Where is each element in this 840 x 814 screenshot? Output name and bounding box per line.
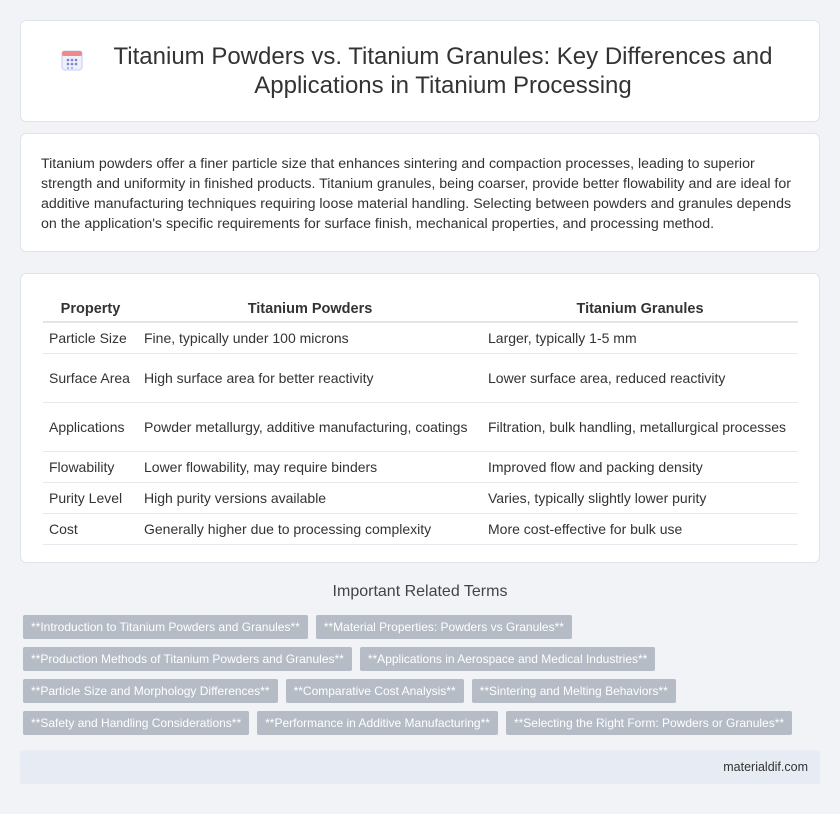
related-term-link[interactable]: **Material Properties: Powders vs Granules** <box>316 615 572 639</box>
comparison-card <box>20 273 820 563</box>
cell-property: Flowability <box>43 452 138 483</box>
cell-property: Applications <box>43 403 138 452</box>
table-row <box>43 514 798 545</box>
calendar-icon <box>60 48 84 72</box>
tag-row <box>23 679 823 703</box>
table-row <box>43 403 798 452</box>
cell-granules: Varies, typically slightly lower purity <box>482 483 798 514</box>
related-terms-heading: Important Related Terms <box>332 583 508 600</box>
cell-property: Surface Area <box>43 354 138 403</box>
cell-granules: Larger, typically 1-5 mm <box>482 322 798 354</box>
cell-granules: Filtration, bulk handling, metallurgical processes <box>482 403 798 452</box>
title-card <box>20 20 820 122</box>
header-granules: Titanium Granules <box>482 297 798 322</box>
cell-powders: High purity versions available <box>138 483 482 514</box>
related-term-link[interactable]: **Selecting the Right Form: Powders or Granules** <box>506 711 792 735</box>
related-term-link[interactable]: **Production Methods of Titanium Powders and Granules** <box>23 647 352 671</box>
cell-powders: Fine, typically under 100 microns <box>138 322 482 354</box>
cell-granules: More cost-effective for bulk use <box>482 514 798 545</box>
related-term-link[interactable]: **Applications in Aerospace and Medical Industries** <box>360 647 656 671</box>
tag-row <box>23 615 823 639</box>
title-wrap <box>60 42 780 100</box>
header-powders: Titanium Powders <box>138 297 482 322</box>
footer-site-link[interactable]: materialdif.com <box>723 760 808 774</box>
cell-powders: Generally higher due to processing complexity <box>138 514 482 545</box>
comparison-table <box>43 297 798 545</box>
related-term-link[interactable]: **Comparative Cost Analysis** <box>286 679 464 703</box>
related-terms-list <box>23 615 823 743</box>
cell-property: Cost <box>43 514 138 545</box>
cell-granules: Improved flow and packing density <box>482 452 798 483</box>
cell-powders: Powder metallurgy, additive manufacturing, coatings <box>138 403 482 452</box>
related-term-link[interactable]: **Safety and Handling Considerations** <box>23 711 249 735</box>
cell-powders: Lower flowability, may require binders <box>138 452 482 483</box>
related-term-link[interactable]: **Particle Size and Morphology Differences** <box>23 679 278 703</box>
table-row <box>43 354 798 403</box>
intro-card <box>20 133 820 252</box>
cell-property: Particle Size <box>43 322 138 354</box>
related-term-link[interactable]: **Sintering and Melting Behaviors** <box>472 679 676 703</box>
table-row <box>43 483 798 514</box>
page-title: Titanium Powders vs. Titanium Granules: Key Differences and Applications in Titanium Processing <box>113 43 773 99</box>
table-row <box>43 322 798 354</box>
related-term-link[interactable]: **Introduction to Titanium Powders and Granules** <box>23 615 308 639</box>
intro-paragraph: Titanium powders offer a finer particle size that enhances sintering and compaction processes, leading to superior strength and uniformity in finished products. Titanium granules, being coarser, provide better flowability and are ideal for additive manufacturing techniques requiring loose material handling. Selecting between powders and granules depends on the application's specific requirements for surface finish, mechanical properties, and processing method. <box>41 156 792 232</box>
table-header-row <box>43 297 798 322</box>
tag-row <box>23 647 823 671</box>
tag-row <box>23 711 823 735</box>
cell-powders: High surface area for better reactivity <box>138 354 482 403</box>
cell-property: Purity Level <box>43 483 138 514</box>
header-property: Property <box>43 297 138 322</box>
related-term-link[interactable]: **Performance in Additive Manufacturing** <box>257 711 498 735</box>
footer <box>20 750 820 784</box>
table-row <box>43 452 798 483</box>
cell-granules: Lower surface area, reduced reactivity <box>482 354 798 403</box>
